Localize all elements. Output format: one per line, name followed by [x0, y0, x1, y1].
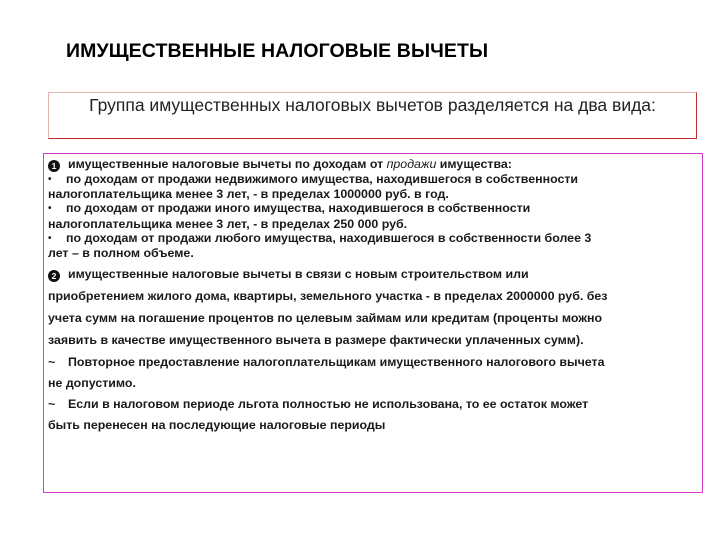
sale-deductions-block	[48, 157, 698, 260]
subtitle-box	[48, 92, 697, 139]
bullet-1-line-1	[48, 172, 698, 187]
item-2-text: имущественные налоговые вычеты в связи с новым строительством или	[68, 267, 529, 282]
bullet-1-text: по доходам от продажи недвижимого имущества, находившегося в собственности	[66, 172, 579, 186]
item-1-text-before: имущественные налоговые вычеты по доходам от	[68, 157, 387, 171]
item-1-heading	[48, 157, 698, 172]
content-box	[43, 153, 703, 493]
bullet-2-line-1	[48, 201, 698, 216]
note-1-text: Повторное предоставление налогоплательщикам имущественного налогового вычета	[68, 355, 605, 370]
notes-block	[48, 352, 698, 436]
bullet-icon: •	[48, 232, 52, 244]
number-one-icon: 1	[48, 160, 60, 172]
note-1-line-2: не допустимо.	[48, 376, 136, 391]
bullet-1-line-2: налогоплательщика менее 3 лет, - в пределах 1000000 руб. в год.	[48, 187, 449, 202]
bullet-3-line-1	[48, 231, 698, 246]
slide-title: ИМУЩЕСТВЕННЫЕ НАЛОГОВЫЕ ВЫЧЕТЫ	[66, 40, 489, 62]
item-1-text-after: имущества:	[436, 157, 512, 171]
item-2-line-1	[48, 263, 698, 285]
number-two-icon: 2	[48, 270, 60, 282]
note-2-line-1	[48, 394, 698, 415]
item-2-line-3: учета сумм на погашение процентов по целевым займам или кредитам (проценты можно	[48, 311, 603, 326]
bullet-2-text: по доходам от продажи иного имущества, находившегося в собственности	[66, 201, 531, 216]
item-2-line-4: заявить в качестве имущественного вычета в размере фактически уплаченных сумм).	[48, 333, 584, 348]
bullet-3-line-2: лет – в полном объеме.	[48, 246, 194, 261]
construction-deductions-block	[48, 263, 698, 351]
bullet-3-text: по доходам от продажи любого имущества, находившегося в собственности более 3	[66, 230, 592, 245]
note-2-line-2: быть перенесен на последующие налоговые периоды	[48, 418, 386, 433]
note-2-text: Если в налоговом периоде льгота полностью не использована, то ее остаток может	[68, 397, 589, 412]
note-1-line-1	[48, 352, 698, 373]
bullet-icon: •	[48, 203, 52, 215]
bullet-icon: •	[48, 174, 52, 185]
bullet-2-line-2: налогоплательщика менее 3 лет, - в пределах 250 000 руб.	[48, 216, 408, 231]
tilde-icon: ~	[48, 355, 56, 370]
tilde-icon: ~	[48, 397, 56, 412]
item-1-emphasis: продажи	[386, 157, 437, 171]
item-2-line-2: приобретением жилого дома, квартиры, земельного участка - в пределах 2000000 руб. без	[48, 289, 608, 304]
subtitle-text: Группа имущественных налоговых вычетов разделяется на два вида:	[89, 95, 656, 115]
